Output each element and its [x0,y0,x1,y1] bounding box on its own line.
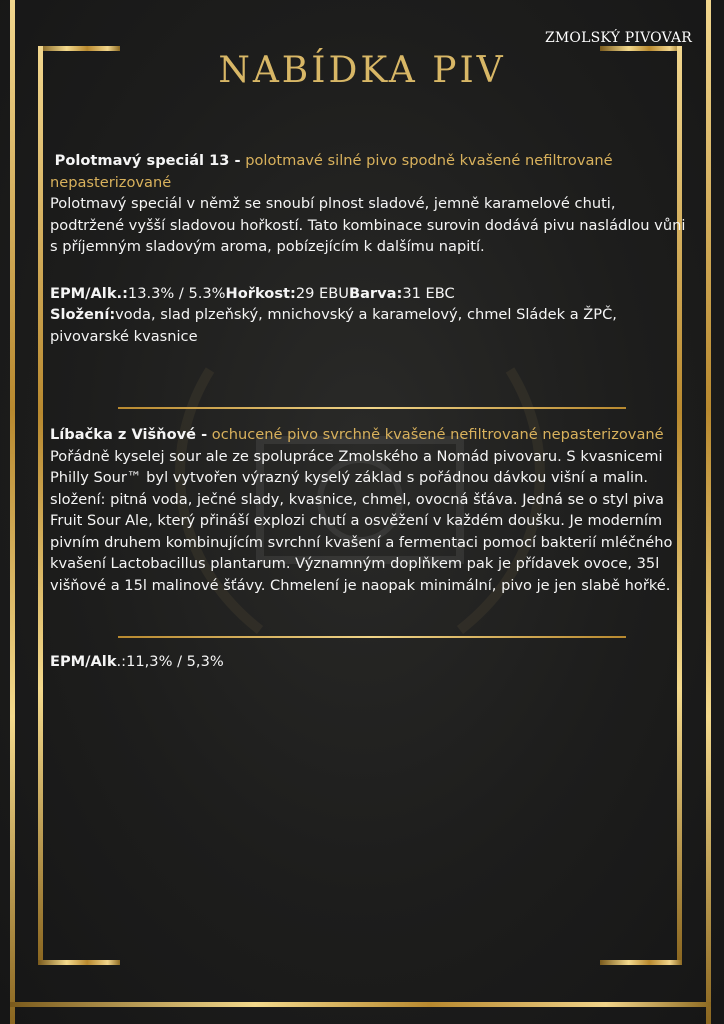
section-divider-1 [118,407,626,409]
frame-bottom-outer [10,1002,711,1007]
beer-1-description: Polotmavý speciál v němž se snoubí plnost sladové, jemně karamelové chuti, podtržené vyšší sladovou hořkostí. Tato kombinace surovin dodává pivu nasládlou vůni s příjemným sladovým aroma, pobízejícím k dalšímu napití. [50,195,686,255]
beer-1-ingredients [50,304,690,347]
beer-1-name: Polotmavý speciál 13 - [54,152,241,169]
frame-right-outer [706,0,711,1024]
beer-1-bitterness-value: 29 EBU [295,284,349,302]
frame-bottom-left [38,960,120,965]
beer-1-specs [50,283,690,305]
section-divider-2 [118,636,626,638]
beer-1-style: polotmavé silné pivo spodně kvašené nefiltrované nepasterizované [50,152,613,191]
beer-1-ingredients-value: voda, slad plzeňský, mnichovský a karamelový, chmel Sládek a ŽPČ, pivovarské kvasnice [50,306,617,345]
beer-2-epm-label: EPM/Alk [50,653,117,670]
beer-1-ingredients-label: Složení: [50,306,116,323]
beer-entry-1 [50,150,690,347]
beer-1-color-label: Barva: [348,284,403,302]
beer-2-name: Líbačka z Višňové - [50,426,208,443]
beer-2-specs [50,651,690,673]
brewery-name: ZMOLSKÝ PIVOVAR [544,30,692,46]
beer-entry-2 [50,424,690,596]
beer-1-bitterness-label: Hořkost: [225,284,296,302]
beer-1-color-value: 31 EBC [402,284,455,302]
beer-1-epm-label: EPM/Alk.: [50,284,128,302]
beer-2-header [50,424,690,446]
beer-1-header [50,150,690,193]
frame-left-outer [10,0,15,1024]
beer-2-style: ochucené pivo svrchně kvašené nefiltrované nepasterizované [211,426,664,443]
beer-2-epm-value: .:11,3% / 5,3% [116,653,224,670]
beer-2-description: Pořádně kyselej sour ale ze spolupráce Zmolského a Nomád pivovaru. S kvasnicemi Philly Sour™ byl vytvořen výrazný kyselý základ s pořádnou dávkou višní a malin. složení: pitná voda, ječné slady, kvasnice, chmel, ovocná šťáva. Jedná se o styl piva Fruit Sour Ale, který přináší explozi chutí a osvěžení v každém doušku. Je moderním pivním druhem kombinujícím svrchní kvašení a fermentaci pomocí bakterií mléčného kvašení Lactobacillus plantarum. Významným doplňkem pak je přídavek ovoce, 35l višňové a 15l malinové šťávy. Chmelení je naopak minimální, pivo je jen slabě hořké. [50,447,673,594]
beer-1-epm-value: 13.3% / 5.3% [127,284,226,302]
frame-left-inner [38,46,43,964]
frame-bottom-right [600,960,682,965]
page-title: NABÍDKA PIV [218,50,506,91]
